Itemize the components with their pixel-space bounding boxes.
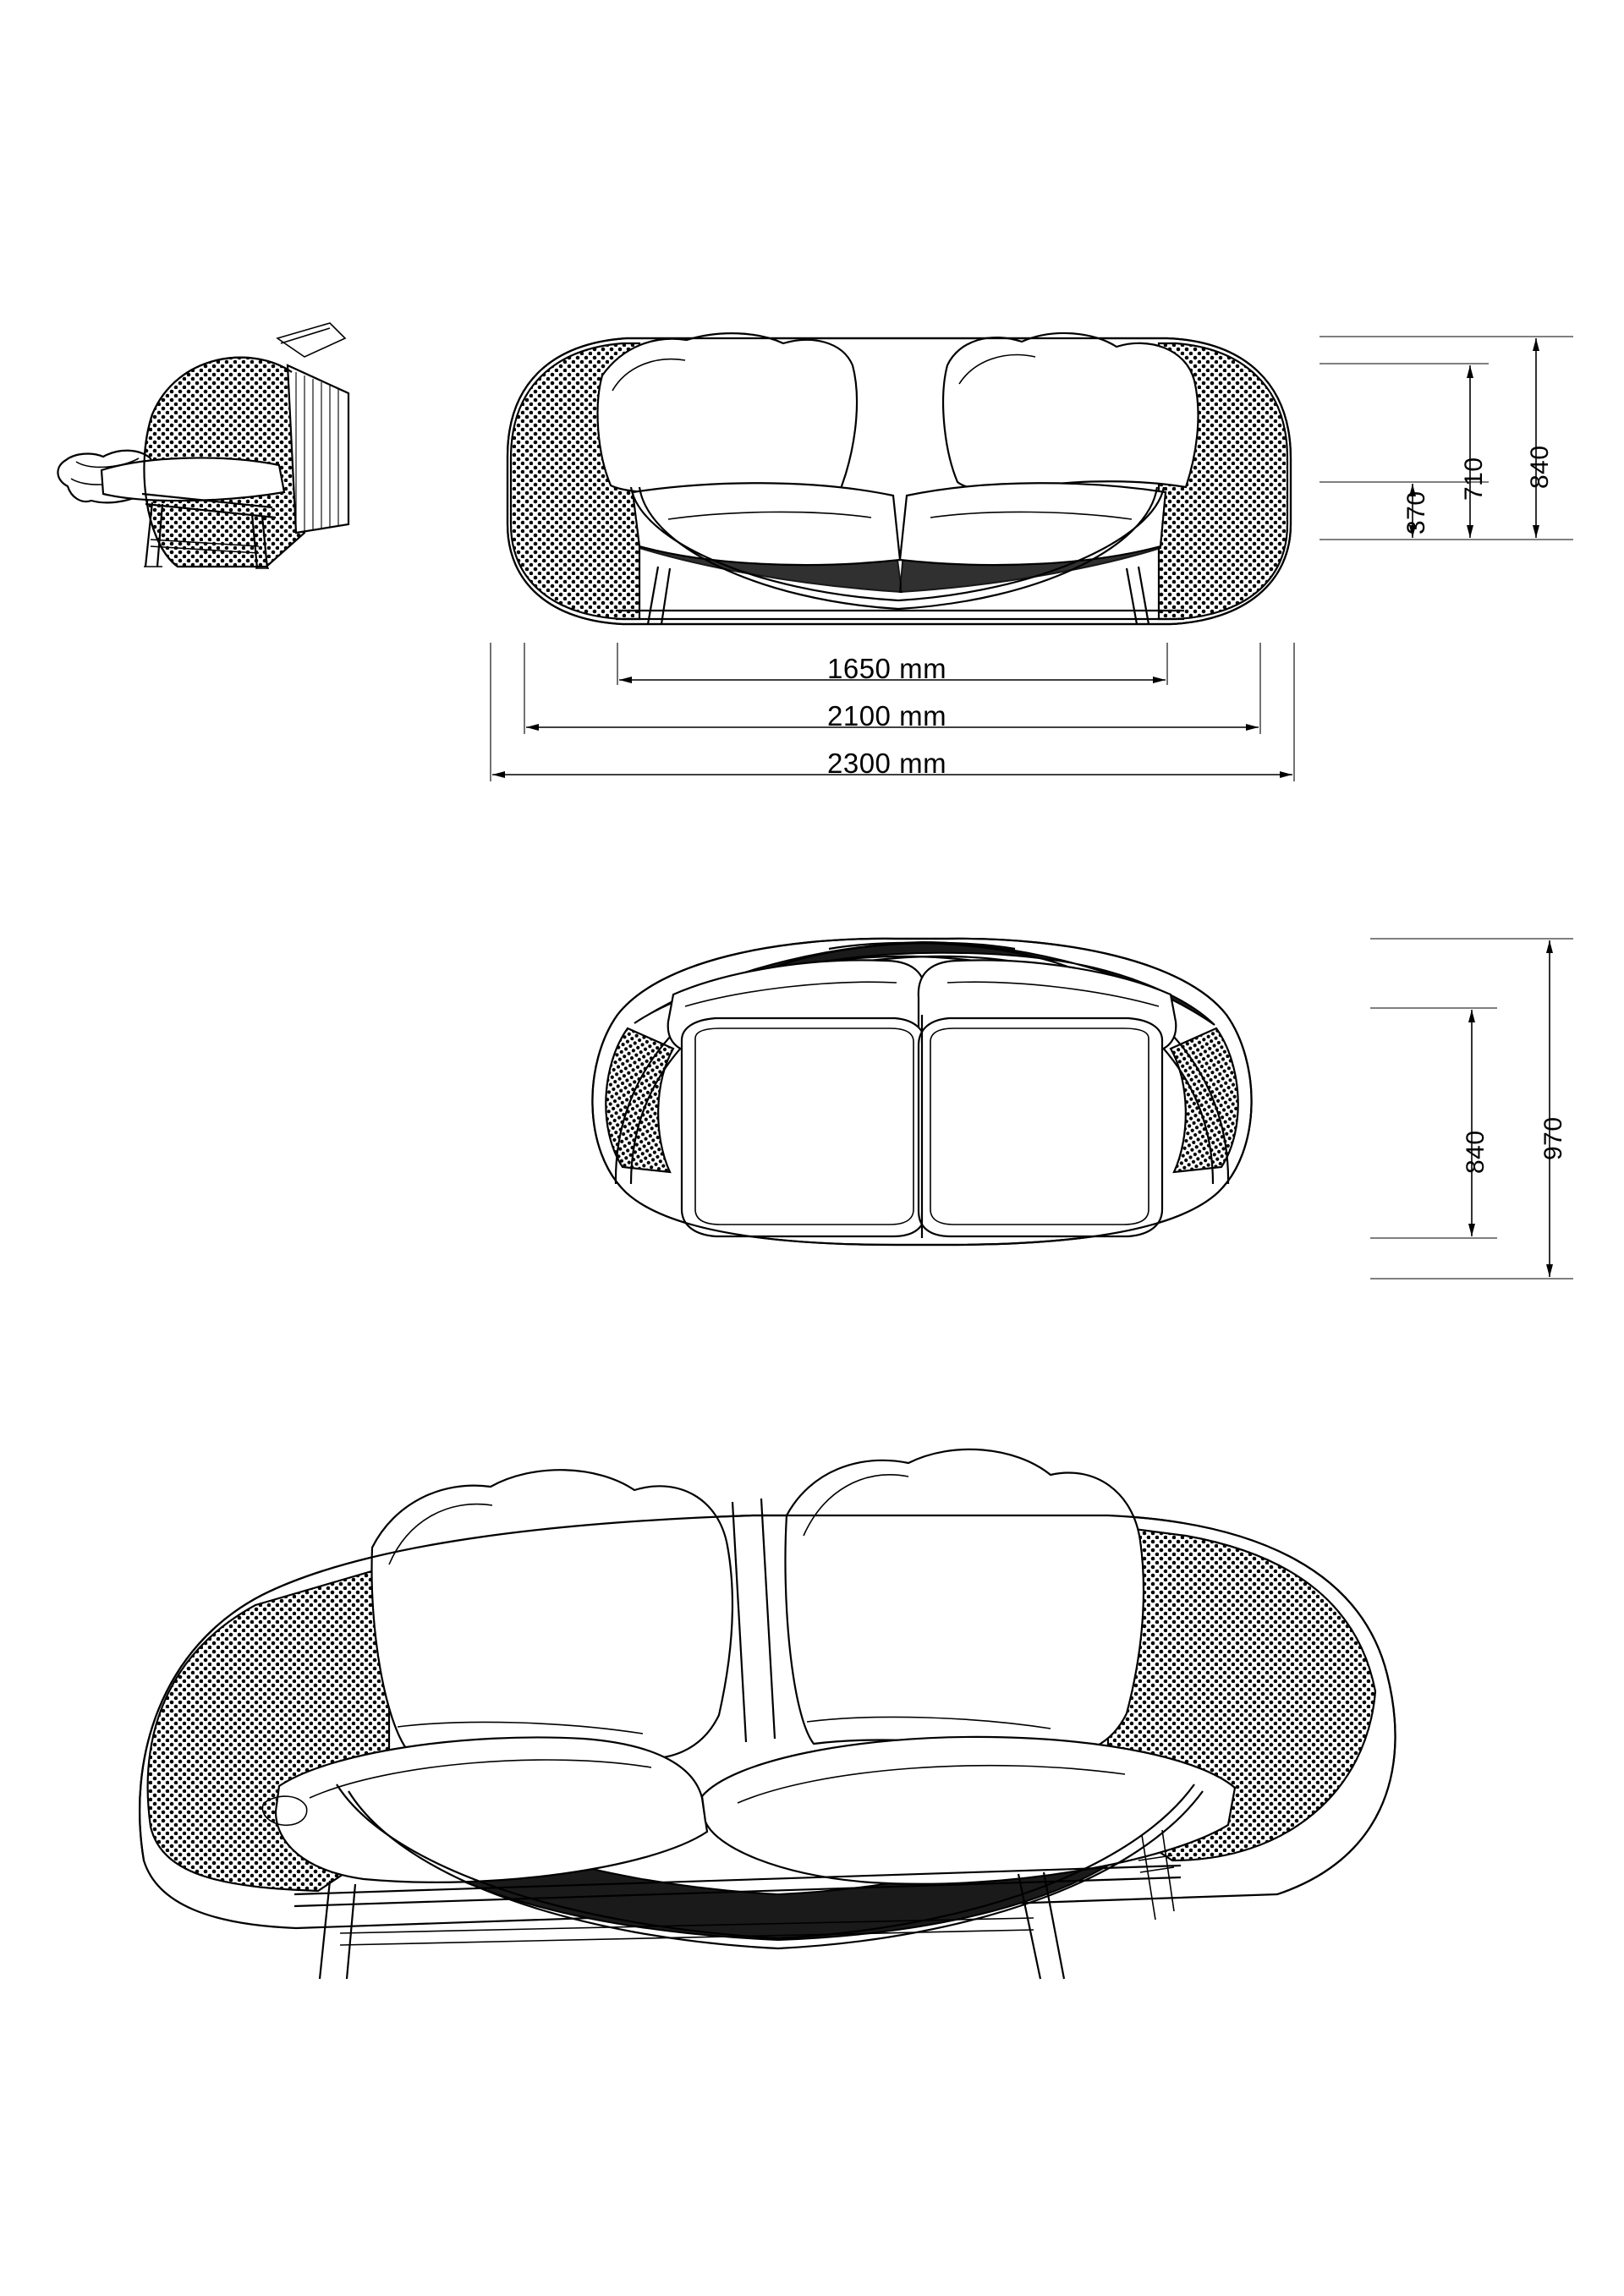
perspective-view [110,1421,1514,1979]
dim-back-height-label: 710 [1460,457,1488,501]
front-view [474,313,1370,651]
side-view [51,313,406,626]
top-view-dimensions [1370,913,1624,1302]
dim-overall-width-label: 2300 mm [827,748,947,779]
dim-overall-depth-label: 970 [1539,1116,1567,1160]
top-view [474,913,1370,1285]
front-vertical-dimensions [1320,304,1607,685]
dim-inner-width-label: 1650 mm [827,653,947,684]
dim-inner-depth-label: 840 [1462,1130,1490,1174]
front-horizontal-dimensions [474,643,1370,812]
dim-overall-height-label: 840 [1526,445,1554,489]
dim-mid-width-label: 2100 mm [827,700,947,732]
dim-seat-height-label: 370 [1402,490,1430,534]
